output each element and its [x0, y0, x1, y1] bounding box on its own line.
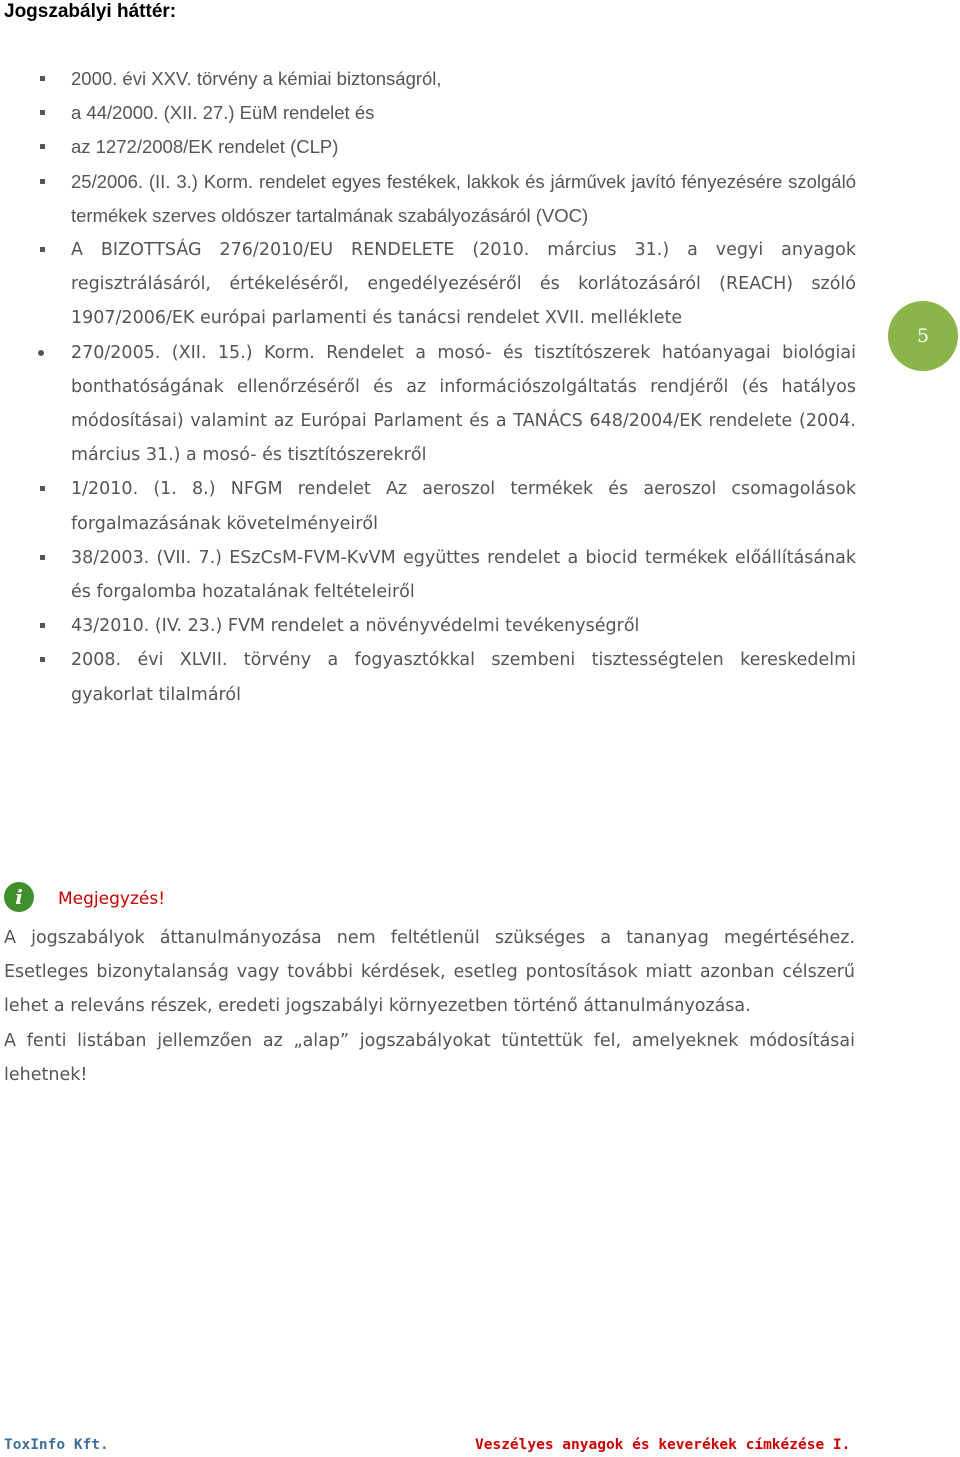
note-paragraph: A fenti listában jellemzően az „alap” jogszabályokat tüntettük fel, amelyeknek módosításai lehetnek! [4, 1030, 855, 1085]
list-item-text: 38/2003. (VII. 7.) ESzCsM-FVM-KvVM együttes rendelet a biocid termékek előállításának és forgalomba hozatalának feltételeiről [71, 547, 856, 603]
square-bullet-icon [40, 76, 45, 81]
list-item [0, 643, 856, 711]
page-number-badge: 5 [888, 301, 958, 371]
square-bullet-icon [40, 179, 45, 184]
square-bullet-icon [40, 555, 45, 560]
list-item-text: a 44/2000. (XII. 27.) EüM rendelet és [71, 102, 375, 124]
list-item [0, 541, 856, 609]
square-bullet-icon [40, 623, 45, 628]
list-item [0, 472, 856, 540]
note-body [4, 921, 855, 1092]
list-item [0, 62, 856, 96]
list-item [0, 130, 856, 164]
square-bullet-icon [40, 247, 45, 252]
square-bullet-icon [40, 486, 45, 491]
square-bullet-icon [40, 657, 45, 662]
footer-company: ToxInfo Kft. [4, 1437, 109, 1453]
list-item-text: 25/2006. (II. 3.) Korm. rendelet egyes festékek, lakkok és járművek javító fényezésére szolgáló termékek szerves oldószer tartalmának szabályozásáról (VOC) [71, 170, 856, 226]
list-item [0, 609, 856, 643]
section-heading: Jogszabályi háttér: [4, 1, 177, 22]
square-bullet-icon [40, 110, 45, 115]
list-item-text: 1/2010. (1. 8.) NFGM rendelet Az aeroszol termékek és aeroszol csomagolások forgalmazásának követelményeiről [71, 479, 856, 534]
list-item [0, 96, 856, 130]
list-item-text: 2008. évi XLVII. törvény a fogyasztókkal szembeni tisztességtelen kereskedelmi gyakorlat tilalmáról [71, 650, 856, 705]
note-title: Megjegyzés! [58, 889, 166, 909]
list-item-text: az 1272/2008/EK rendelet (CLP) [71, 136, 339, 158]
list-item [0, 165, 856, 233]
footer-course-title: Veszélyes anyagok és keverékek címkézése I. [475, 1437, 851, 1453]
list-item-text: 270/2005. (XII. 15.) Korm. Rendelet a mosó- és tisztítószerek hatóanyagai biológiai bonthatóságának ellenőrzéséről és az információszolgáltatás rendjéről (és hatályos módosításai) valamint az Európai Parlament és a TANÁCS 648/2004/EK rendelete (2004. március 31.) a mosó- és tisztítószerekről [71, 342, 856, 466]
info-icon: i [4, 882, 34, 912]
legislation-list [0, 62, 960, 712]
round-bullet-icon [38, 350, 44, 356]
list-item-text: 2000. évi XXV. törvény a kémiai biztonságról, [71, 68, 442, 89]
list-item [0, 233, 856, 336]
square-bullet-icon [40, 144, 45, 149]
list-item-text: A BIZOTTSÁG 276/2010/EU RENDELETE (2010. március 31.) a vegyi anyagok regisztrálásáról, értékeléséről, engedélyezéséről és korlátozásáról (REACH) szóló 1907/2006/EK európai parlamenti és tanácsi rendelet XVII. melléklete [71, 240, 856, 329]
list-item [0, 336, 856, 473]
list-item-text: 43/2010. (IV. 23.) FVM rendelet a növényvédelmi tevékenységről [71, 616, 640, 637]
note-paragraph: A jogszabályok áttanulmányozása nem feltétlenül szükséges a tananyag megértéséhez. Esetleges bizonytalanság vagy további kérdések, esetleg pontosítások miatt azonban célszerű lehet a releváns részek, eredeti jogszabályi környezetben történő áttanulmányozása. [4, 928, 855, 1017]
